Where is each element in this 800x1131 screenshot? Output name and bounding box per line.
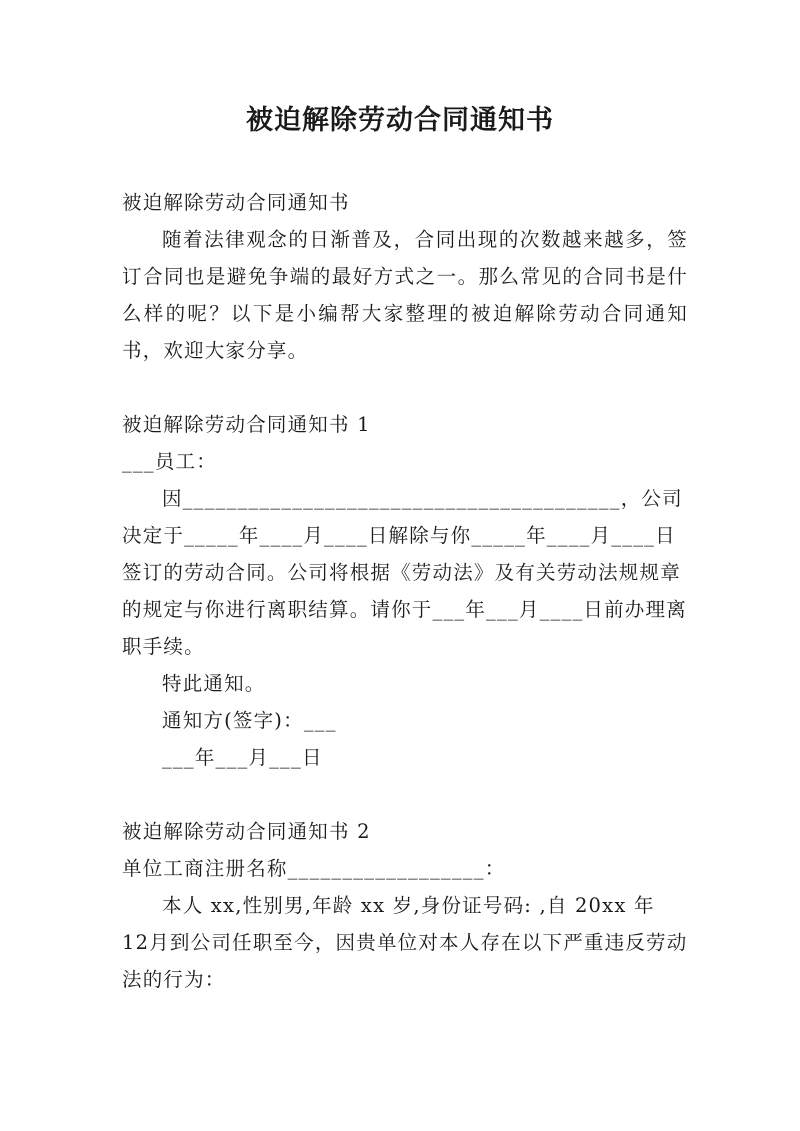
section1-closing: 特此通知。 bbox=[162, 672, 266, 695]
intro-heading: 被迫解除劳动合同通知书 bbox=[122, 191, 350, 214]
section2-paragraph: 本人 xx,性别男,年龄 xx 岁,身份证号码: ,自 20xx 年 12月到公司任职至今，因贵单位对本人存在以下严重违反劳动法的行为： bbox=[122, 894, 688, 991]
document-body bbox=[122, 184, 688, 998]
section-spacer bbox=[122, 369, 688, 406]
section2-addressee: 单位工商注册名称__________________： bbox=[122, 857, 506, 880]
intro-paragraph: 随着法律观念的日渐普及，合同出现的次数越来越多，签订合同也是避免争端的最好方式之一。那么常见的合同书是什么样的呢？以下是小编帮大家整理的被迫解除劳动合同通知书，欢迎大家分享。 bbox=[122, 228, 688, 362]
section2-heading: 被迫解除劳动合同通知书 2 bbox=[122, 820, 371, 843]
section1-signature: 通知方(签字)：___ bbox=[162, 709, 337, 732]
section1-date: ___年___月___日 bbox=[162, 746, 323, 769]
document-title: 被迫解除劳动合同通知书 bbox=[246, 105, 554, 136]
section1-paragraph: 因________________________________________，公司决定于_____年____月____日解除与你_____年____月____日签订的劳动合同。公司将根据《劳动法》及有关劳动法规规章的规定与你进行离职结算。请你于___年___月____日前办理离职手续。 bbox=[122, 487, 687, 658]
section1-salutation: ___员工： bbox=[122, 450, 217, 473]
section-spacer bbox=[122, 776, 688, 813]
section1-heading: 被迫解除劳动合同通知书 1 bbox=[122, 413, 371, 436]
